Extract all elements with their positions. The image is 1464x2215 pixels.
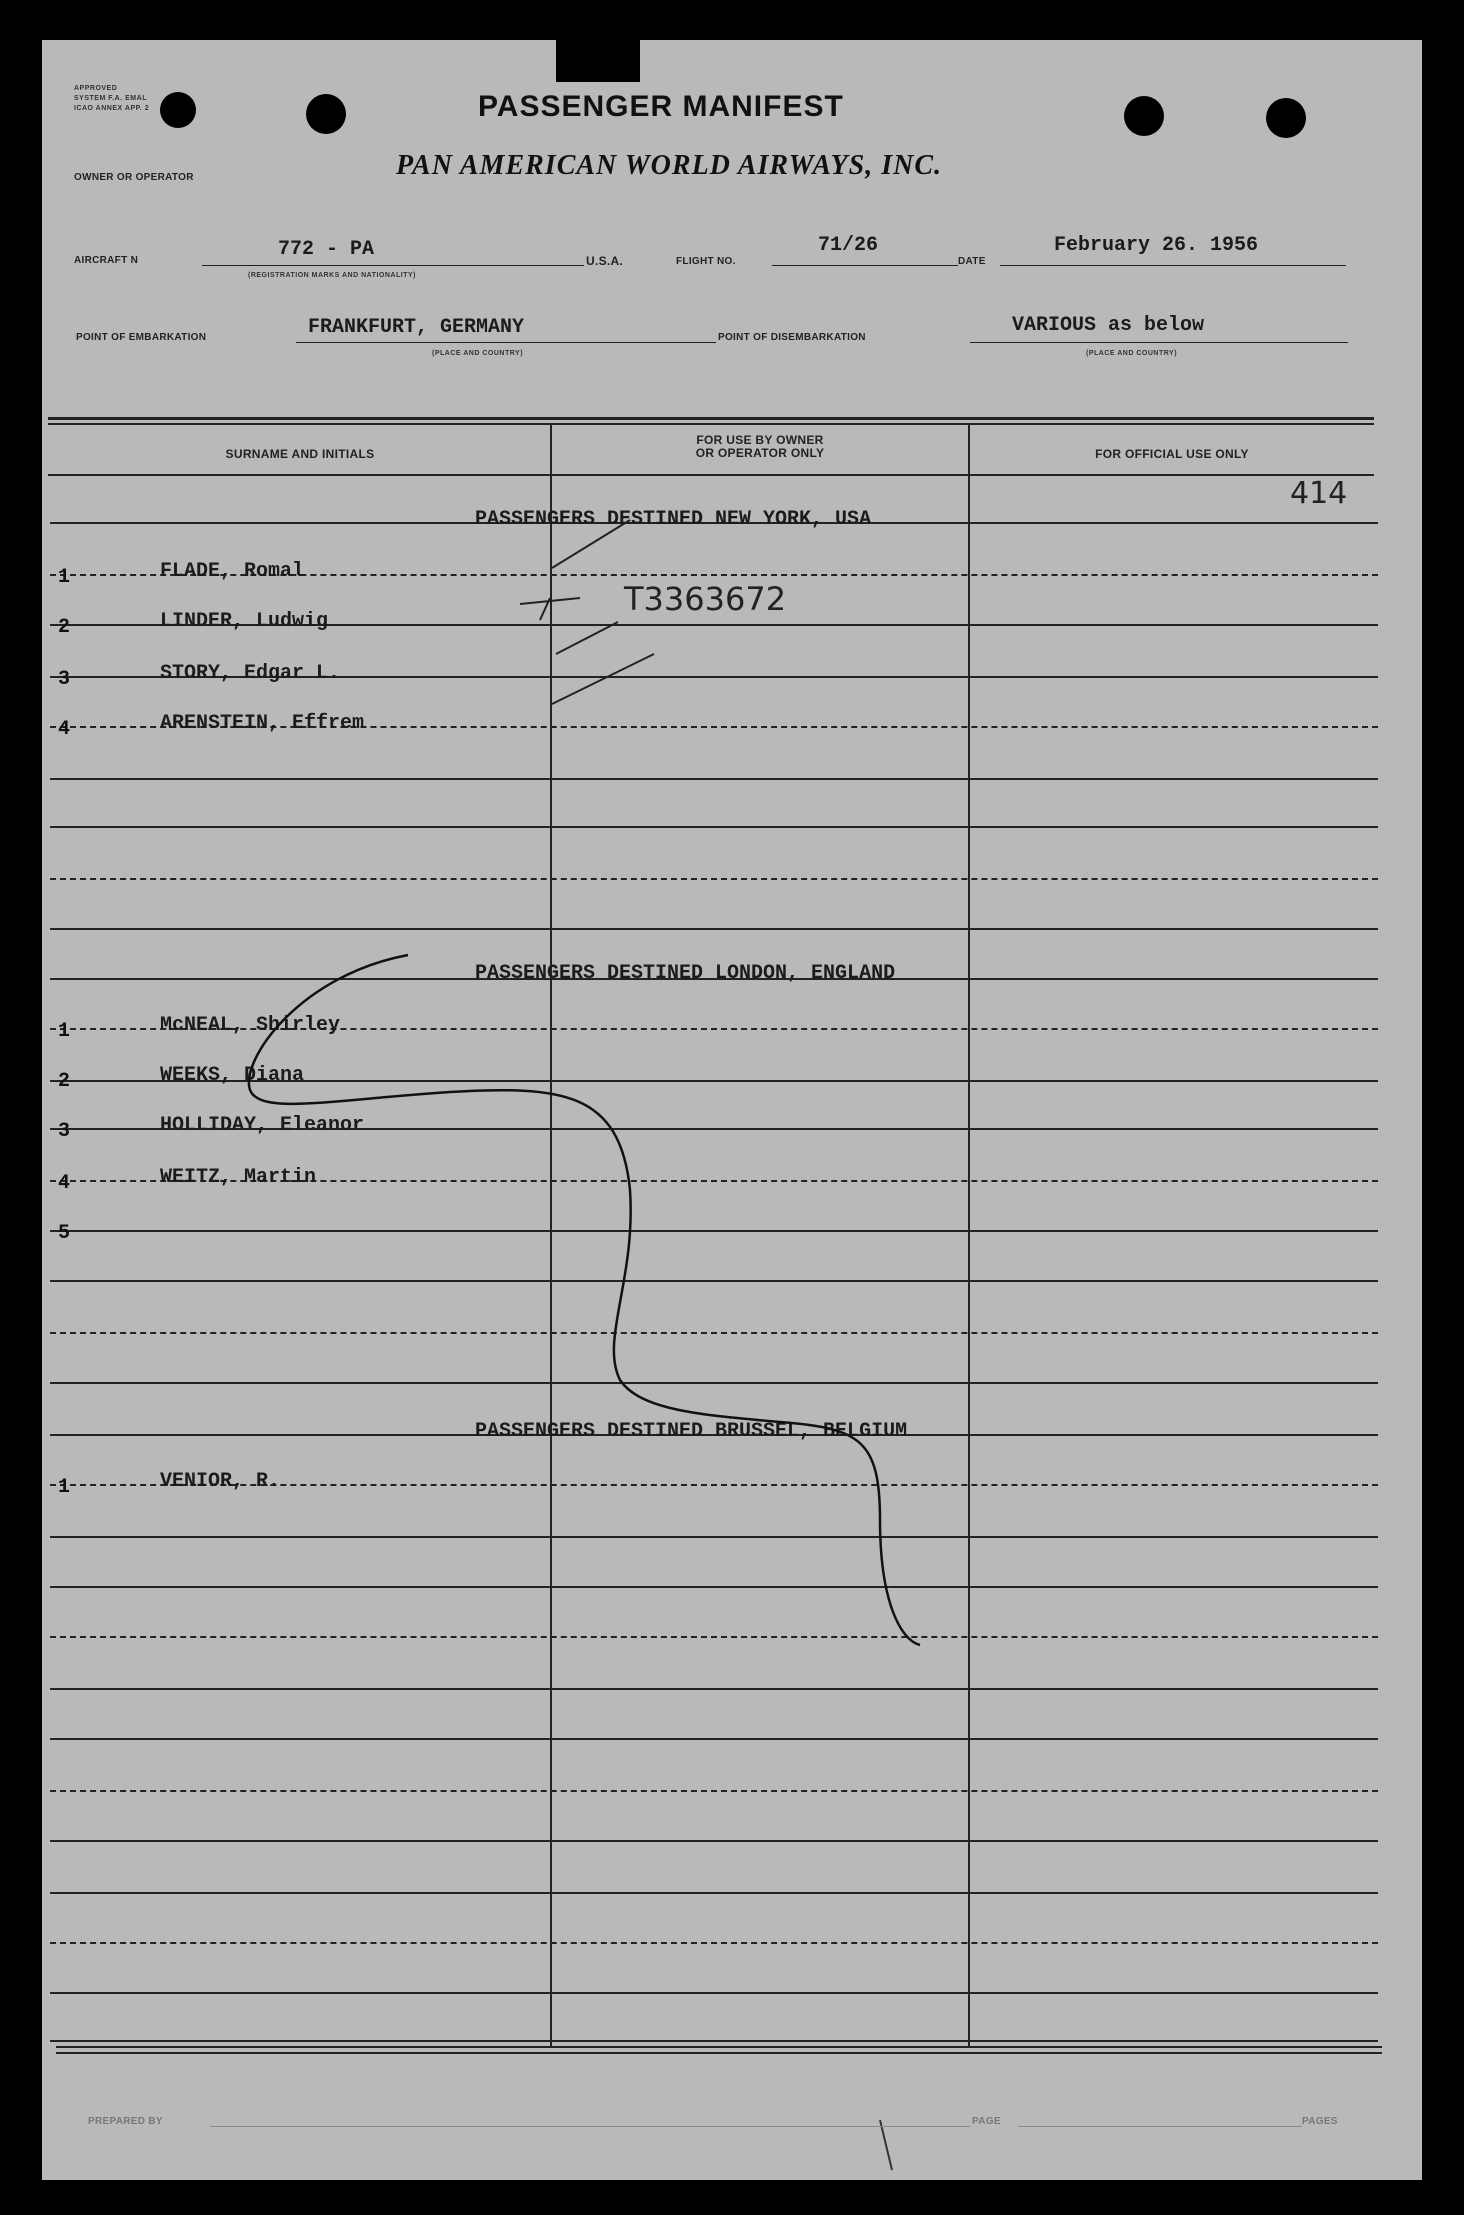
approved-text: APPROVED bbox=[74, 85, 118, 92]
row-number: 5 bbox=[58, 1222, 71, 1245]
page-label: PAGE bbox=[972, 2116, 1001, 2127]
date-value: February 26. 1956 bbox=[1054, 234, 1259, 257]
bracket-scrawl bbox=[249, 955, 920, 1645]
row-number: 2 bbox=[58, 1070, 71, 1093]
aircraft-label: AIRCRAFT N bbox=[74, 255, 139, 266]
check-mark bbox=[552, 520, 630, 568]
date-label: DATE bbox=[958, 256, 986, 267]
embark-sublabel: (PLACE AND COUNTRY) bbox=[432, 350, 524, 357]
row-number: 1 bbox=[58, 1020, 71, 1043]
system-text: SYSTEM F.A. bbox=[74, 95, 123, 102]
check-mark bbox=[520, 598, 580, 620]
passenger-name: WEEKS, Diana bbox=[160, 1064, 305, 1087]
group-heading: PASSENGERS DESTINED NEW YORK, USA bbox=[475, 508, 872, 531]
official-number: 414 bbox=[1290, 476, 1348, 511]
row-number: 1 bbox=[58, 1476, 71, 1499]
pen-stroke bbox=[880, 2120, 892, 2170]
passenger-name: WEITZ, Martin bbox=[160, 1166, 317, 1189]
passenger-name: VENIOR, R. bbox=[160, 1470, 281, 1493]
aircraft-value: 772 - PA bbox=[278, 238, 375, 261]
check-mark bbox=[552, 654, 654, 704]
passenger-name: LINDER, Ludwig bbox=[160, 610, 329, 633]
operator-name: PAN AMERICAN WORLD AIRWAYS, INC. bbox=[396, 150, 943, 181]
pages-label: PAGES bbox=[1302, 2116, 1338, 2127]
row-number: 3 bbox=[58, 1120, 71, 1143]
row-number: 4 bbox=[58, 1172, 71, 1195]
embark-label: POINT OF EMBARKATION bbox=[76, 332, 207, 343]
passenger-name: HOLLIDAY, Eleanor bbox=[160, 1114, 365, 1137]
aircraft-sublabel: (REGISTRATION MARKS AND NATIONALITY) bbox=[248, 272, 416, 279]
row-number: 3 bbox=[58, 668, 71, 691]
column-header-owner: FOR USE BY OWNER OR OPERATOR ONLY bbox=[695, 433, 825, 460]
column-header-surname: SURNAME AND INITIALS bbox=[225, 447, 375, 461]
group-heading: PASSENGERS DESTINED BRUSSEL, BELGIUM bbox=[475, 1420, 908, 1443]
page-title: PASSENGER MANIFEST bbox=[478, 90, 844, 123]
disembark-label: POINT OF DISEMBARKATION bbox=[718, 332, 866, 343]
passenger-name: FLADE, Romal bbox=[160, 560, 305, 583]
check-mark bbox=[556, 622, 618, 654]
row-number: 4 bbox=[58, 718, 71, 741]
flight-value: 71/26 bbox=[818, 234, 879, 257]
passenger-name: STORY, Edgar L. bbox=[160, 662, 341, 685]
handwritten-ticket: T3363672 bbox=[624, 580, 787, 618]
embark-value: FRANKFURT, GERMANY bbox=[308, 316, 525, 339]
passenger-name: McNEAL, Shirley bbox=[160, 1014, 341, 1037]
icao-text: ICAO ANNEX bbox=[74, 105, 123, 112]
passenger-name: ARENSTEIN, Effrem bbox=[160, 712, 365, 735]
usa-label: U.S.A. bbox=[586, 254, 624, 268]
owner-label: OWNER OR OPERATOR bbox=[74, 172, 194, 183]
disembark-value: VARIOUS as below bbox=[1012, 314, 1205, 337]
group-heading: PASSENGERS DESTINED LONDON, ENGLAND bbox=[475, 962, 896, 985]
column-header-official: FOR OFFICIAL USE ONLY bbox=[1095, 447, 1249, 461]
row-number: 1 bbox=[58, 566, 71, 589]
disembark-sublabel: (PLACE AND COUNTRY) bbox=[1086, 350, 1178, 357]
prepared-by-label: PREPARED BY bbox=[88, 2116, 163, 2127]
flight-label: FLIGHT NO. bbox=[676, 256, 736, 267]
approval-block: APPROVED SYSTEM F.A. EMAL ICAO ANNEX APP. 2 bbox=[74, 85, 150, 112]
row-number: 2 bbox=[58, 616, 71, 639]
